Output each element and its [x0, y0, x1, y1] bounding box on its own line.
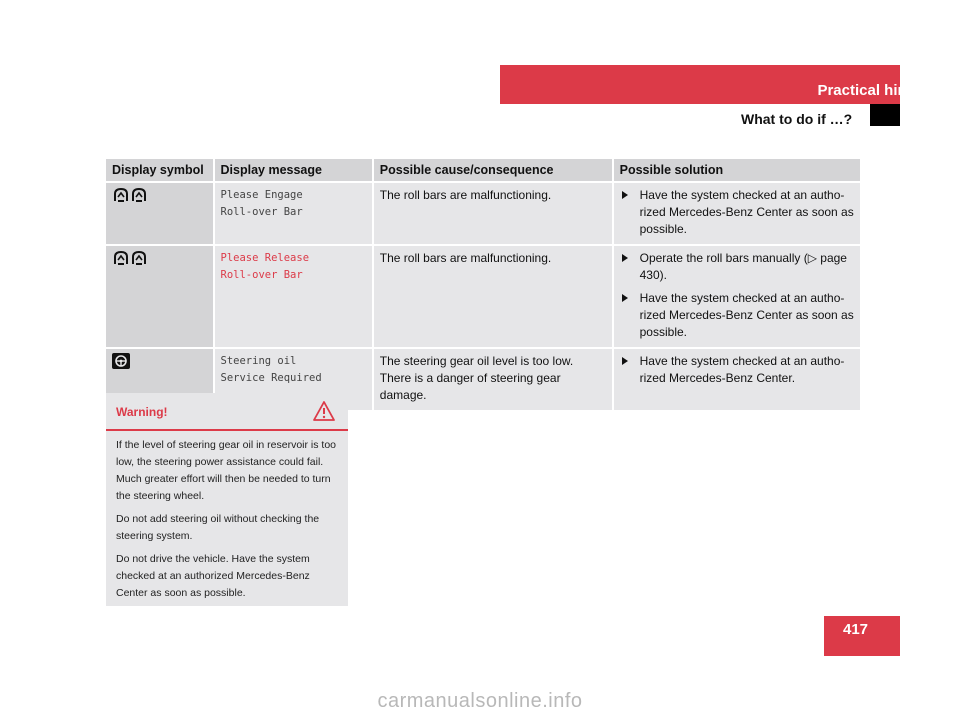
solution-cell: [614, 347, 860, 410]
section-subtitle: What to do if …?: [741, 111, 853, 127]
display-message-line: Roll-over Bar: [220, 269, 303, 281]
solution-item: [620, 187, 854, 238]
warning-box: [106, 393, 348, 606]
page-number: 417: [843, 621, 869, 638]
solution-text: Have the system checked at an autho-rized Mercedes-Benz Center as soon as possible.: [639, 291, 854, 339]
header-marker-block: [870, 104, 900, 126]
warning-paragraph: Do not drive the vehicle. Have the system checked at an authorized Mercedes-Benz Center as soon as possible.: [116, 553, 310, 599]
solution-item: [620, 290, 854, 341]
section-title: Practical hints: [817, 82, 920, 99]
warning-paragraph: Do not add steering oil without checking the steering system.: [116, 513, 320, 542]
solution-text: Have the system checked at an autho-rized Mercedes-Benz Center.: [639, 354, 845, 385]
warning-paragraph: If the level of steering gear oil in reservoir is too low, the steering power assistance could fail. Much greater effort will then be needed to turn the steering wheel.: [116, 439, 337, 502]
solution-item: [620, 353, 854, 387]
bullet-arrow-icon: [622, 191, 628, 199]
roll-bar-icon: [112, 187, 148, 203]
message-cell: [215, 181, 374, 244]
table-header-row: [106, 159, 860, 181]
symbol-cell: [106, 244, 215, 347]
column-header-solution: Possible solution: [614, 159, 860, 181]
solution-cell: [614, 181, 860, 244]
solution-text: Have the system checked at an autho-rized Mercedes-Benz Center as soon as possible.: [639, 188, 854, 236]
display-message-line: Service Required: [220, 372, 322, 384]
solution-cell: [614, 244, 860, 347]
display-message-line: Steering oil: [220, 355, 297, 367]
cause-cell: The roll bars are malfunctioning.: [374, 244, 614, 347]
warning-body: [106, 431, 348, 602]
roll-bar-icon: [112, 250, 148, 266]
hints-table: [106, 159, 860, 410]
table-row: [106, 181, 860, 244]
column-header-display-symbol: Display symbol: [106, 159, 215, 181]
watermark-text: carmanualsonline.info: [377, 690, 583, 712]
table-row: [106, 244, 860, 347]
steering-wheel-icon: [112, 353, 130, 369]
cause-cell: The roll bars are malfunctioning.: [374, 181, 614, 244]
display-message-line: Please Release: [220, 252, 310, 264]
bullet-arrow-icon: [622, 357, 628, 365]
column-header-display-message: Display message: [215, 159, 374, 181]
solution-text: Operate the roll bars manually (▷ page 430).: [639, 251, 847, 282]
column-header-cause: Possible cause/consequence: [374, 159, 614, 181]
bullet-arrow-icon: [622, 294, 628, 302]
symbol-cell: [106, 181, 215, 244]
cause-cell: The steering gear oil level is too low. There is a danger of steering gear damage.: [374, 347, 614, 410]
display-message-line: Please Engage: [220, 189, 303, 201]
bullet-arrow-icon: [622, 254, 628, 262]
warning-triangle-icon: [312, 400, 336, 422]
display-message-line: Roll-over Bar: [220, 206, 303, 218]
warning-header: [106, 393, 348, 431]
warning-title: Warning!: [116, 405, 168, 419]
message-cell: [215, 244, 374, 347]
solution-item: [620, 250, 854, 284]
